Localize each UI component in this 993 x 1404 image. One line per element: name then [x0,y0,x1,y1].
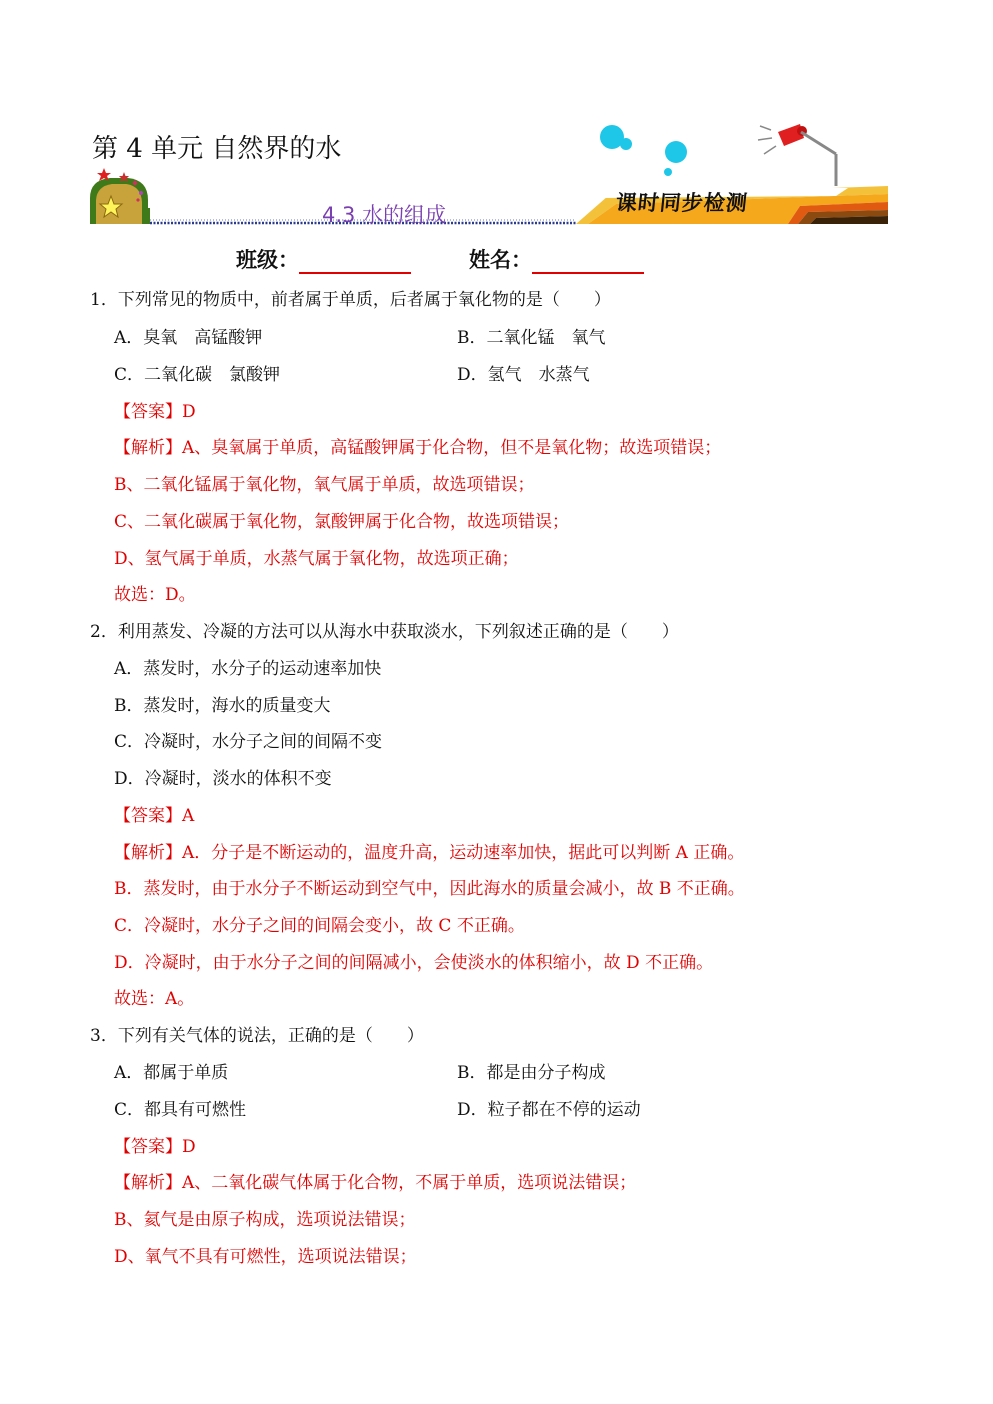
q1-analysis-b: B、二氧化锰属于氧化物，氧气属于单质，故选项错误； [114,475,535,495]
q1-analysis-c: C、二氧化碳属于氧化物，氯酸钾属于化合物，故选项错误； [114,512,570,532]
q2-conclusion: 故选：A。 [114,989,195,1009]
lesson-title: 4.3 水的组成 [322,203,447,227]
q1-conclusion: 故选：D。 [114,585,196,605]
unit-title: 第 4 单元 自然界的水 [92,134,342,164]
q2-analysis: 【解析】A．分子是不断运动的，温度升高，运动速率加快，据此可以判断 A 正确。 [114,843,745,863]
question-2-stem: 2．利用蒸发、冷凝的方法可以从海水中获取淡水，下列叙述正确的是（ ） [90,622,679,642]
q3-answer: 【答案】D [114,1137,196,1157]
q3-option-b: B．都是由分子构成 [457,1063,606,1083]
class-label: 班级： [236,247,299,272]
q3-analysis-d: D、氧气不具有可燃性，选项说法错误； [114,1247,417,1267]
q1-option-c: C．二氧化碳 氯酸钾 [114,365,281,385]
q2-option-c: C．冷凝时，水分子之间的间隔不变 [114,732,383,752]
question-3-stem: 3．下列有关气体的说法，正确的是（ ） [90,1026,424,1046]
q2-analysis-c: C．冷凝时，水分子之间的间隔会变小，故 C 不正确。 [114,916,525,936]
header-banner [88,120,888,232]
name-input[interactable] [532,250,644,274]
student-fields [236,244,644,274]
q3-analysis: 【解析】A、二氧化碳气体属于化合物，不属于单质，选项说法错误； [114,1173,637,1193]
q3-option-d: D．粒子都在不停的运动 [457,1100,641,1120]
q2-option-d: D．冷凝时，淡水的体积不变 [114,769,332,789]
badge-star-icon [90,168,150,224]
lamp-icon [758,124,836,186]
q1-analysis: 【解析】A、臭氧属于单质，高锰酸钾属于化合物，但不是氧化物；故选项错误； [114,438,722,458]
q3-analysis-b: B、氦气是由原子构成，选项说法错误； [114,1210,416,1230]
q3-option-a: A．都属于单质 [114,1063,229,1083]
question-1-stem: 1．下列常见的物质中，前者属于单质，后者属于氧化物的是（ ） [90,290,611,310]
name-label: 姓名： [469,247,532,272]
q2-option-b: B．蒸发时，海水的质量变大 [114,696,331,716]
q2-option-a: A．蒸发时，水分子的运动速率加快 [114,659,382,679]
q2-analysis-d: D．冷凝时，由于水分子之间的间隔减小，会使淡水的体积缩小，故 D 不正确。 [114,953,714,973]
class-input[interactable] [299,250,411,274]
q2-answer: 【答案】A [114,806,195,826]
q1-option-d: D．氢气 水蒸气 [457,365,590,385]
q1-analysis-d: D、氢气属于单质，水蒸气属于氧化物，故选项正确； [114,549,519,569]
badge-label: 课时同步检测 [614,190,750,215]
q2-analysis-b: B．蒸发时，由于水分子不断运动到空气中，因此海水的质量会减小，故 B 不正确。 [114,879,745,899]
bubbles-icon [600,125,687,176]
q1-answer: 【答案】D [114,402,196,422]
q1-option-b: B．二氧化锰 氧气 [457,328,606,348]
q3-option-c: C．都具有可燃性 [114,1100,247,1120]
q1-option-a: A．臭氧 高锰酸钾 [114,328,263,348]
